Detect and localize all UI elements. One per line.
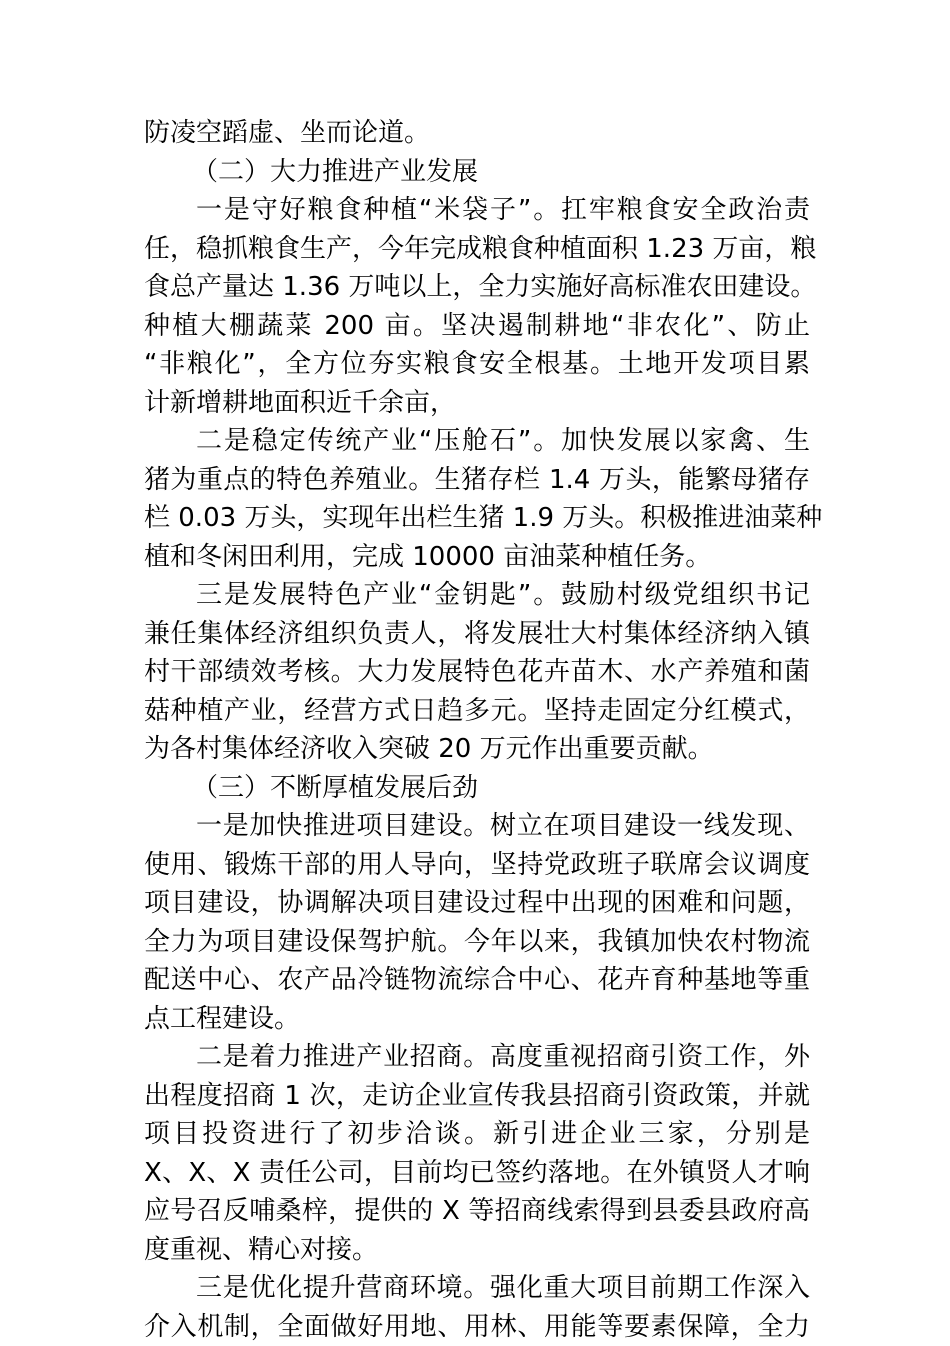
text-line: 栏 0.03 万头，实现年出栏生猪 1.9 万头。积极推进油菜种 bbox=[144, 499, 810, 538]
paragraph-first-line: 二是稳定传统产业“压舱石”。加快发展以家禽、生 bbox=[144, 422, 810, 461]
section-heading: （三）不断厚植发展后劲 bbox=[144, 769, 810, 808]
text-line: 菇种植产业，经营方式日趋多元。坚持走固定分红模式， bbox=[144, 692, 810, 731]
text-line: 植和冬闲田利用，完成 10000 亩油菜种植任务。 bbox=[144, 538, 810, 577]
text-line: 使用、锻炼干部的用人导向，坚持党政班子联席会议调度 bbox=[144, 846, 810, 885]
text-line: 猪为重点的特色养殖业。生猪存栏 1.4 万头，能繁母猪存 bbox=[144, 461, 810, 500]
paragraph-first-line: 三是发展特色产业“金钥匙”。鼓励村级党组织书记 bbox=[144, 576, 810, 615]
section-heading: （二）大力推进产业发展 bbox=[144, 153, 810, 192]
paragraph-first-line: 一是加快推进项目建设。树立在项目建设一线发现、 bbox=[144, 807, 810, 846]
text-line: 介入机制，全面做好用地、用林、用能等要素保障，全力 bbox=[144, 1308, 810, 1346]
text-line: 点工程建设。 bbox=[144, 1000, 810, 1039]
text-line: 项目投资进行了初步洽谈。新引进企业三家，分别是 bbox=[144, 1115, 810, 1154]
document-page bbox=[144, 114, 810, 1346]
text-line: 村干部绩效考核。大力发展特色花卉苗木、水产养殖和菌 bbox=[144, 653, 810, 692]
text-line: 项目建设，协调解决项目建设过程中出现的困难和问题， bbox=[144, 884, 810, 923]
paragraph-first-line: 一是守好粮食种植“米袋子”。扛牢粮食安全政治责 bbox=[144, 191, 810, 230]
paragraph-first-line: 二是着力推进产业招商。高度重视招商引资工作，外 bbox=[144, 1038, 810, 1077]
text-line: “非粮化”，全方位夯实粮食安全根基。土地开发项目累 bbox=[144, 345, 810, 384]
text-line: 种植大棚蔬菜 200 亩。坚决遏制耕地“非农化”、防止 bbox=[144, 307, 810, 346]
text-line: 任，稳抓粮食生产，今年完成粮食种植面积 1.23 万亩，粮 bbox=[144, 230, 810, 269]
text-line: 食总产量达 1.36 万吨以上，全力实施好高标准农田建设。 bbox=[144, 268, 810, 307]
text-line: 出程度招商 1 次，走访企业宣传我县招商引资政策，并就 bbox=[144, 1077, 810, 1116]
text-line: 应号召反哺桑梓，提供的 X 等招商线索得到县委县政府高 bbox=[144, 1192, 810, 1231]
text-line: 兼任集体经济组织负责人，将发展壮大村集体经济纳入镇 bbox=[144, 615, 810, 654]
text-line: 配送中心、农产品冷链物流综合中心、花卉育种基地等重 bbox=[144, 961, 810, 1000]
text-line: 为各村集体经济收入突破 20 万元作出重要贡献。 bbox=[144, 730, 810, 769]
text-line: 防凌空蹈虚、坐而论道。 bbox=[144, 114, 810, 153]
text-line: 度重视、精心对接。 bbox=[144, 1231, 810, 1270]
text-line: 计新增耕地面积近千余亩， bbox=[144, 384, 810, 423]
paragraph-first-line: 三是优化提升营商环境。强化重大项目前期工作深入 bbox=[144, 1269, 810, 1308]
text-line: X、X、X 责任公司，目前均已签约落地。在外镇贤人才响 bbox=[144, 1154, 810, 1193]
text-line: 全力为项目建设保驾护航。今年以来，我镇加快农村物流 bbox=[144, 923, 810, 962]
